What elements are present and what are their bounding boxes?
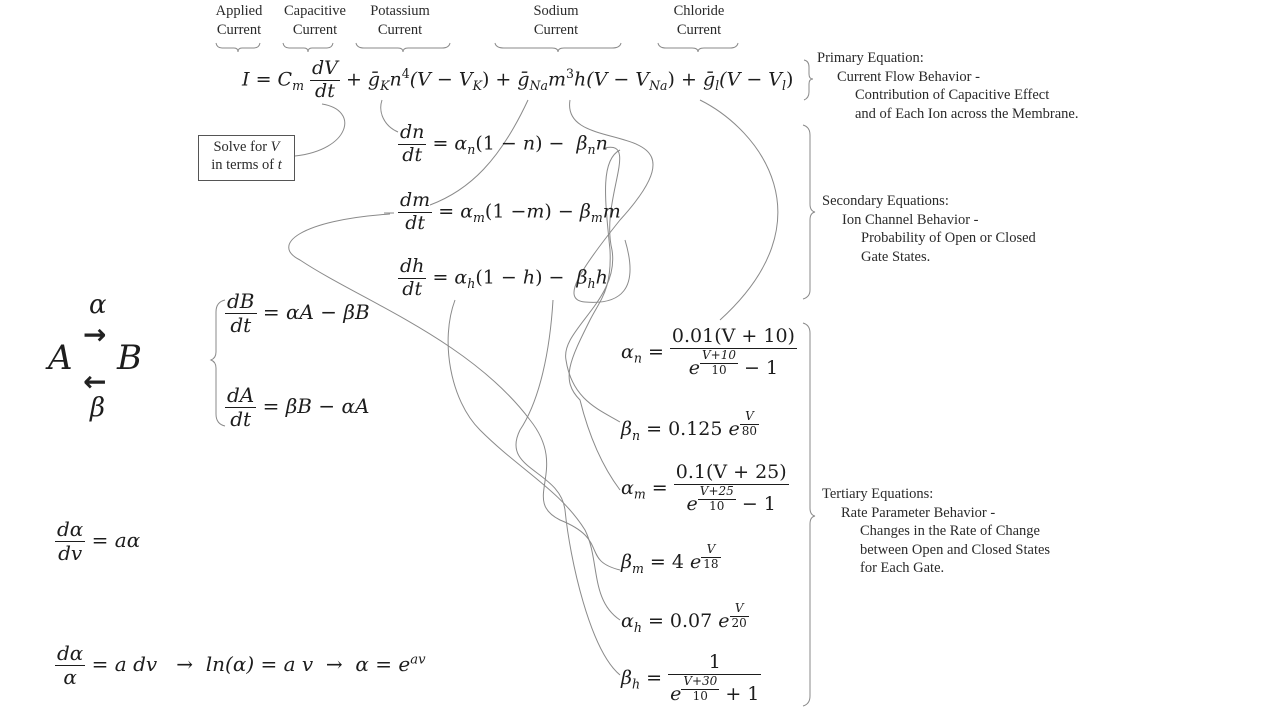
- header-line1: Sodium: [533, 3, 579, 19]
- derivative-fraction: [398, 256, 426, 301]
- exponent-numerator: V+30: [683, 673, 718, 688]
- rate-denominator: e $^{\frac{V+10}{10}}$ − 1: [688, 347, 779, 379]
- header-sodium-current: [516, 2, 596, 39]
- fraction-denominator: dv: [58, 541, 83, 565]
- close-paren: ): [786, 68, 794, 91]
- solution-equation: α = e: [355, 652, 411, 676]
- n-gate-power: 4: [401, 66, 410, 82]
- plus-sign: +: [345, 68, 362, 91]
- integration-equation: [55, 642, 426, 689]
- primary-label: [817, 49, 1078, 123]
- exponent-denominator: 20: [731, 615, 747, 630]
- brace-chloride: [658, 43, 738, 52]
- rate-beta-n: $\beta_n = 0.125$ e $^{\frac{V}{80}}$: [621, 409, 758, 443]
- rate-numerator: 0.1(V + 25): [675, 461, 787, 483]
- sodium-subscript: Na: [529, 78, 548, 94]
- rate-denominator: e $^{\frac{V+30}{10}}$ + 1: [670, 673, 760, 705]
- leak-reversal-subscript: l: [782, 78, 787, 94]
- solve-box: [198, 135, 295, 181]
- header-line1: Chloride: [673, 3, 725, 19]
- fraction-numerator: dB: [227, 289, 255, 313]
- derivative-fraction: [55, 642, 85, 689]
- implies-arrow-icon: →: [325, 652, 343, 676]
- header-potassium-current: [360, 2, 440, 39]
- rate-alpha-n: $\alpha_n$ = 0.01(V + 10) e $^{\frac{V+10}{10}}$ − 1: [621, 325, 795, 379]
- rate-beta-h: $\beta_h$ = 1 e $^{\frac{V+30}{10}}$ + 1: [621, 651, 760, 705]
- potassium-reversal-subscript: K: [472, 78, 482, 94]
- header-line1: Potassium: [370, 3, 430, 19]
- sodium-driving-force: h(V − V: [574, 68, 650, 91]
- exponent-numerator: V: [730, 602, 749, 617]
- brace-sodium: [495, 43, 621, 52]
- capacitance-subscript: m: [292, 78, 304, 94]
- capacitance-symbol: C: [277, 68, 293, 91]
- denominator-tail: − 1: [738, 356, 779, 379]
- alpha-subscript: h: [467, 276, 476, 292]
- exponent-fraction: [730, 602, 749, 631]
- m-gate-symbol: m: [547, 68, 567, 91]
- header-line1: Capacitive: [283, 3, 346, 19]
- label-desc: Gate States.: [861, 248, 931, 265]
- rate-beta-m: $\beta_m = 4$ e $^{\frac{V}{18}}$: [621, 542, 719, 576]
- exponent-fraction: [701, 543, 720, 572]
- rate-fraction: [670, 326, 797, 380]
- header-line2: Current: [533, 21, 579, 38]
- gate-variable: h: [595, 266, 608, 289]
- brace-potassium: [356, 43, 450, 52]
- rate-denominator: e $^{\frac{V+25}{10}}$ − 1: [686, 483, 776, 515]
- gate-equation-n: $\frac{dn}{dt}$ = $\alpha_n(1 - n) - \beta_nn$: [400, 121, 608, 166]
- label-title: Tertiary Equations:: [822, 486, 934, 502]
- potassium-driving-force: (V − V: [409, 68, 473, 91]
- equation-rhs: = a dv: [91, 652, 158, 676]
- system-equation-a: [225, 384, 369, 431]
- solution-exponent: av: [410, 652, 426, 668]
- alpha-subscript: m: [473, 210, 485, 226]
- rate-fraction: [668, 652, 761, 706]
- brace-applied: [216, 43, 260, 52]
- secondary-label: [822, 192, 1036, 266]
- exponent-fraction: [698, 485, 736, 514]
- gate-equation-h: $\frac{dh}{dt}$ = $\alpha_h(1 - h) - \beta_hh$: [400, 255, 608, 300]
- header-line2: Current: [676, 21, 722, 38]
- solve-text: Solve for: [213, 139, 271, 155]
- brace-system: [211, 300, 225, 426]
- equation-rhs: = βB − αA: [262, 394, 370, 418]
- exponent-fraction: [700, 349, 738, 378]
- gate-equation-m: $\frac{dm}{dt}$ = $\alpha_m(1 -m) - \beta_mm$: [400, 189, 621, 234]
- fraction-numerator: dα: [57, 641, 84, 665]
- rate-coefficient: 4: [671, 551, 684, 574]
- derivative-fraction: [55, 518, 85, 565]
- equation-rhs: = aα: [91, 528, 141, 552]
- exponent-denominator: 10: [711, 362, 727, 377]
- current-symbol: I: [242, 68, 250, 91]
- label-subtitle: Ion Channel Behavior -: [842, 211, 979, 228]
- forward-arrow-icon: →: [83, 318, 107, 351]
- exponent-denominator: 10: [709, 498, 725, 513]
- solve-line1: [199, 138, 294, 156]
- header-applied-current: [210, 2, 268, 39]
- rate-alpha-m: $\alpha_m$ = 0.1(V + 25) e $^{\frac{V+25}{10}}$ − 1: [621, 461, 787, 515]
- equals-sign: =: [255, 68, 272, 91]
- rate-coefficient: 0.07: [669, 610, 713, 633]
- fraction-numerator: dV: [312, 57, 338, 79]
- m-gate-power: 3: [566, 66, 574, 82]
- rate-numerator: 1: [668, 652, 761, 675]
- label-desc: Probability of Open or Closed: [861, 230, 1036, 246]
- header-line2: Current: [292, 21, 338, 38]
- leak-driving-force: (V − V: [719, 68, 783, 91]
- rate-numerator: 0.01(V + 10): [671, 325, 795, 347]
- derivative-equation: [55, 518, 140, 565]
- close-paren: ): [667, 68, 675, 91]
- potassium-subscript: K: [380, 78, 390, 94]
- plus-sign: +: [495, 68, 512, 91]
- fraction-denominator: dt: [405, 211, 425, 234]
- label-desc: Contribution of Capacitive Effect: [855, 87, 1050, 103]
- header-line1: Applied: [215, 3, 263, 19]
- derivative-fraction: [225, 290, 257, 337]
- label-title: Secondary Equations:: [822, 193, 949, 209]
- brace-tertiary: [803, 323, 815, 706]
- sodium-conductance: ḡ: [517, 68, 530, 91]
- tertiary-label: [822, 485, 1050, 578]
- exponent-fraction: [681, 675, 719, 704]
- fraction-numerator: dA: [227, 383, 255, 407]
- brace-capacitive: [283, 43, 333, 52]
- label-desc: and of Each Ion across the Membrane.: [855, 105, 1079, 122]
- exponent-numerator: V+25: [699, 483, 734, 498]
- header-capacitive-current: [276, 2, 354, 39]
- fraction-denominator: dt: [402, 277, 423, 300]
- n-gate-symbol: n: [389, 68, 402, 91]
- alpha-subscript: n: [467, 142, 476, 158]
- implies-arrow-icon: →: [176, 652, 194, 676]
- brace-primary: [804, 60, 813, 100]
- close-paren: ): [481, 68, 490, 91]
- fraction-denominator: dt: [230, 407, 252, 431]
- label-desc: for Each Gate.: [860, 560, 945, 576]
- primary-equation: [242, 58, 793, 103]
- label-subtitle: Rate Parameter Behavior -: [841, 504, 996, 521]
- fraction-denominator: α: [63, 665, 77, 689]
- exponent-numerator: V+10: [702, 347, 737, 362]
- rate-alpha-h: $\alpha_h = 0.07$ e $^{\frac{V}{20}}$: [621, 601, 747, 635]
- header-chloride-current: [660, 2, 738, 39]
- gate-variable: m: [526, 200, 545, 223]
- reverse-arrow-icon: ←: [83, 365, 107, 398]
- exponent-denominator: 18: [703, 556, 719, 571]
- solve-var: V: [270, 139, 280, 155]
- exponent-numerator: V: [740, 410, 759, 425]
- alpha-rate-label: α: [89, 290, 107, 320]
- rate-coefficient: 0.125: [668, 418, 723, 441]
- plus-sign: +: [681, 68, 697, 91]
- denominator-tail: + 1: [719, 682, 760, 705]
- label-subtitle: Current Flow Behavior -: [837, 68, 980, 85]
- brace-secondary: [803, 125, 815, 299]
- beta-subscript: n: [587, 142, 596, 158]
- leak-conductance: ḡ: [702, 68, 716, 91]
- label-title: Primary Equation:: [817, 50, 924, 66]
- derivative-fraction: [225, 384, 256, 431]
- fraction-numerator: dα: [57, 517, 84, 541]
- fraction-denominator: dt: [315, 79, 335, 102]
- label-desc: between Open and Closed States: [860, 541, 1051, 558]
- exponent-denominator: 80: [741, 423, 758, 438]
- derivative-fraction: [398, 190, 432, 235]
- solve-line2: [199, 156, 294, 174]
- beta-rate-label: β: [90, 393, 106, 423]
- beta-subscript: h: [587, 276, 596, 292]
- gate-variable: n: [522, 132, 536, 155]
- gate-variable: m: [602, 200, 621, 223]
- system-equation-b: [225, 290, 370, 337]
- label-desc: Changes in the Rate of Change: [860, 523, 1040, 539]
- denominator-tail: − 1: [735, 492, 776, 515]
- equation-rhs: = αA − βB: [262, 300, 370, 324]
- solve-text: in terms of: [211, 157, 278, 173]
- fraction-numerator: dh: [400, 255, 425, 277]
- sodium-reversal-subscript: Na: [649, 78, 668, 94]
- state-a: A: [48, 338, 73, 378]
- exponent-numerator: V: [701, 543, 720, 558]
- exponent-fraction: [740, 410, 759, 439]
- state-b: B: [117, 338, 142, 378]
- log-equation: ln(α) = a v: [205, 652, 314, 676]
- header-line2: Current: [377, 21, 423, 38]
- gate-variable: n: [595, 132, 608, 155]
- fraction-denominator: dt: [230, 313, 252, 337]
- fraction-denominator: dt: [402, 143, 423, 166]
- fraction-numerator: dn: [400, 121, 425, 143]
- leak-subscript: l: [715, 78, 720, 94]
- rate-fraction: [674, 462, 789, 516]
- header-line2: Current: [216, 21, 262, 38]
- dv-dt-fraction: [310, 58, 340, 103]
- gate-variable: h: [522, 266, 536, 289]
- derivative-fraction: [398, 122, 426, 167]
- fraction-numerator: dm: [400, 189, 431, 211]
- solve-var: t: [277, 157, 282, 173]
- potassium-conductance: ḡ: [367, 68, 381, 91]
- beta-subscript: m: [590, 210, 603, 226]
- exponent-denominator: 10: [692, 688, 708, 703]
